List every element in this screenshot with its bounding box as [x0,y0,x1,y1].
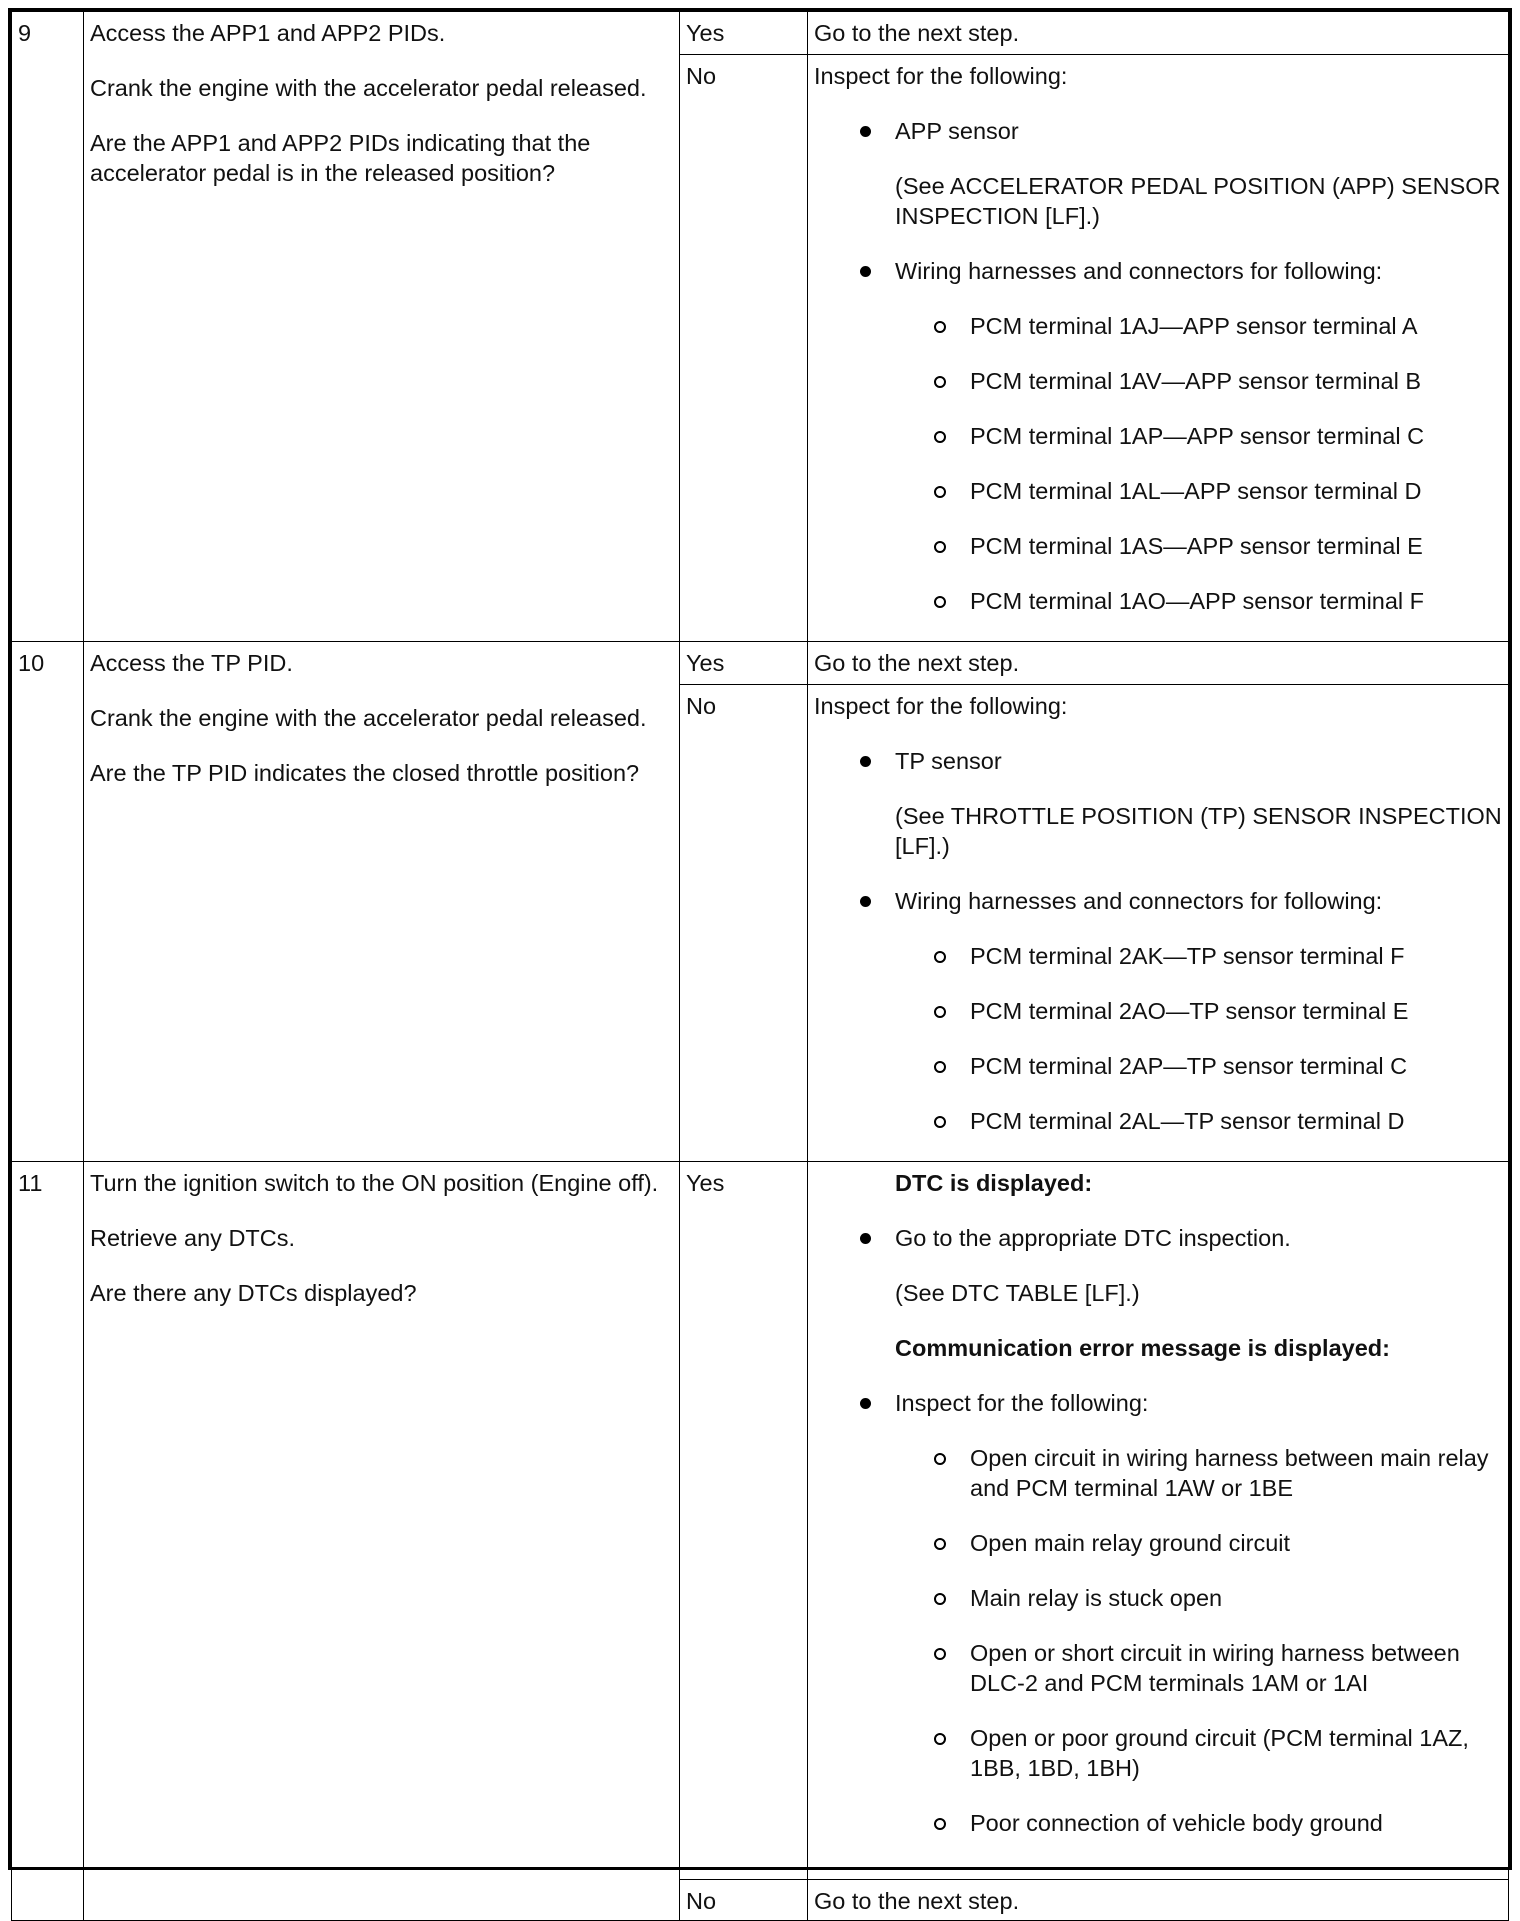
step-10-yes-row [12,642,1509,685]
bullet-icon [860,1233,871,1244]
circle-bullet-icon [934,1006,946,1018]
sub-list-item: PCM terminal 1AP—APP sensor terminal C [895,421,1502,451]
bullet-icon [860,1398,871,1409]
sub-list [895,941,1502,1136]
circle-bullet-icon [934,951,946,963]
sub-list-item: PCM terminal 1AL—APP sensor terminal D [895,476,1502,506]
sub-list-item: Open main relay ground circuit [895,1528,1502,1558]
sub-list-item: Poor connection of vehicle body ground [895,1808,1502,1838]
action-line: Access the TP PID. [90,650,293,676]
step-action [84,12,680,642]
sub-list-item: Open or short circuit in wiring harness between DLC-2 and PCM terminals 1AM or 1AI [895,1638,1502,1698]
result-no-details [808,685,1509,1162]
condition-heading: Communication error message is displayed: [895,1335,1390,1361]
sub-list-item: PCM terminal 1AJ—APP sensor terminal A [895,311,1502,341]
result-no-details [808,55,1509,642]
sub-list-item: PCM terminal 2AK—TP sensor terminal F [895,941,1502,971]
inspect-list [814,116,1502,616]
result-yes-label: Yes [680,12,808,55]
circle-bullet-icon [934,486,946,498]
list-item [814,116,1502,231]
step-number: 9 [12,12,84,642]
bullet-icon [860,896,871,907]
inspect-list [814,746,1502,1136]
sub-list-item: PCM terminal 2AP—TP sensor terminal C [895,1051,1502,1081]
action-line: Retrieve any DTCs. [90,1225,296,1251]
bullet-icon [860,756,871,767]
result-no-label: No [680,55,808,642]
step-number: 11 [12,1162,84,1921]
circle-bullet-icon [934,1818,946,1830]
action-question: Are the APP1 and APP2 PIDs indicating that the accelerator pedal is in the released position? [90,130,591,186]
result-yes-text: Go to the next step. [808,12,1509,55]
step-action [84,1162,680,1921]
circle-bullet-icon [934,596,946,608]
sub-list-item: Open circuit in wiring harness between main relay and PCM terminal 1AW or 1BE [895,1443,1502,1503]
sub-list-item: Open or poor ground circuit (PCM terminal 1AZ, 1BB, 1BD, 1BH) [895,1723,1502,1783]
result-yes-label: Yes [680,642,808,685]
circle-bullet-icon [934,1453,946,1465]
list-item [814,746,1502,861]
reference-note: (See THROTTLE POSITION (TP) SENSOR INSPECTION [LF].) [895,803,1502,859]
condition-heading: DTC is displayed: [895,1170,1093,1196]
circle-bullet-icon [934,1593,946,1605]
reference-note: (See ACCELERATOR PEDAL POSITION (APP) SENSOR INSPECTION [LF].) [895,173,1501,229]
list-item-text: Wiring harnesses and connectors for following: [895,258,1383,284]
list-item [814,1388,1502,1838]
bullet-icon [860,266,871,277]
inspect-intro: Inspect for the following: [814,63,1068,89]
action-line: Crank the engine with the accelerator pedal released. [90,705,647,731]
list-item-text: Go to the appropriate DTC inspection. [895,1225,1291,1251]
sub-list-item: PCM terminal 2AL—TP sensor terminal D [895,1106,1502,1136]
dtc-list [814,1223,1502,1838]
result-yes-text: Go to the next step. [808,642,1509,685]
circle-bullet-icon [934,321,946,333]
inspect-intro: Inspect for the following: [814,693,1068,719]
sub-list-item: PCM terminal 1AV—APP sensor terminal B [895,366,1502,396]
action-line: Access the APP1 and APP2 PIDs. [90,20,446,46]
bullet-icon [860,126,871,137]
diagnostic-procedure-table [8,8,1512,1914]
list-item [814,886,1502,1136]
action-question: Are there any DTCs displayed? [90,1280,417,1306]
action-question: Are the TP PID indicates the closed throttle position? [90,760,640,786]
result-yes-label: Yes [680,1162,808,1880]
list-item-text: Wiring harnesses and connectors for following: [895,888,1383,914]
step-11-yes-row [12,1162,1509,1880]
list-item-text: TP sensor [895,748,1002,774]
circle-bullet-icon [934,431,946,443]
result-no-label: No [680,685,808,1162]
circle-bullet-icon [934,376,946,388]
list-item [814,1223,1502,1363]
circle-bullet-icon [934,1061,946,1073]
result-yes-details [808,1162,1509,1880]
list-item-text: Inspect for the following: [895,1390,1149,1416]
action-line: Crank the engine with the accelerator pedal released. [90,75,647,101]
list-item [814,256,1502,616]
circle-bullet-icon [934,1648,946,1660]
sub-list [895,311,1502,616]
action-line: Turn the ignition switch to the ON position (Engine off). [90,1170,659,1196]
sub-list-item: PCM terminal 2AO—TP sensor terminal E [895,996,1502,1026]
sub-list-item: Main relay is stuck open [895,1583,1502,1613]
result-no-label: No [680,1880,808,1921]
result-no-text: Go to the next step. [808,1880,1509,1921]
circle-bullet-icon [934,1733,946,1745]
step-9-yes-row [12,12,1509,55]
step-action [84,642,680,1162]
steps-table [11,11,1509,1921]
step-number: 10 [12,642,84,1162]
list-item-text: APP sensor [895,118,1019,144]
circle-bullet-icon [934,1116,946,1128]
sub-list-item: PCM terminal 1AS—APP sensor terminal E [895,531,1502,561]
circle-bullet-icon [934,541,946,553]
circle-bullet-icon [934,1538,946,1550]
sub-list-item: PCM terminal 1AO—APP sensor terminal F [895,586,1502,616]
reference-note: (See DTC TABLE [LF].) [895,1280,1140,1306]
sub-list [895,1443,1502,1838]
